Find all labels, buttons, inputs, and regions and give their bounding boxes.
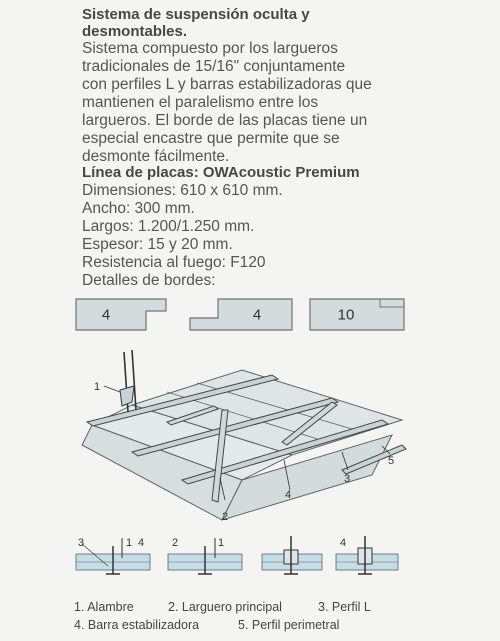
description-line: largueros. El borde de las placas tiene un (82, 112, 368, 129)
diagram-callout: 3 (344, 473, 351, 485)
connection-detail-2 (168, 537, 242, 574)
edge-label: 4 (252, 306, 262, 324)
edge-label: 10 (337, 306, 355, 324)
legend-item-stabilizer-bar: 4. Barra estabilizadora (74, 618, 200, 632)
edge-detail-3 (308, 296, 408, 336)
edge-detail-1 (74, 296, 170, 336)
detail-callout: 1 (126, 537, 133, 549)
spec-line: Resistencia al fuego: F120 (82, 254, 266, 271)
legend-item-wire: 1. Alambre (74, 600, 134, 614)
title-line: desmontables. (82, 23, 188, 40)
detail-callout: 1 (218, 537, 225, 549)
connection-detail-3 (262, 536, 322, 574)
description-line: tradicionales de 15/16" conjuntamente (82, 58, 346, 75)
connection-detail-4 (336, 536, 398, 574)
product-line-title: Línea de placas: OWAcoustic Premium (82, 164, 360, 181)
description-line: con perfiles L y barras estabilizadoras que (82, 76, 372, 93)
product-specs (82, 182, 482, 290)
spec-line: Espesor: 15 y 20 mm. (82, 236, 233, 253)
spec-line: Detalles de bordes: (82, 272, 216, 289)
spec-line: Dimensiones: 610 x 610 mm. (82, 182, 283, 199)
detail-callout: 3 (78, 537, 85, 549)
diagram-callout: 5 (388, 455, 395, 467)
description-line: especial encastre que permite que se (82, 130, 340, 147)
system-title (82, 6, 482, 40)
spec-line: Largos: 1.200/1.250 mm. (82, 218, 255, 235)
diagram-callout: 2 (222, 511, 229, 523)
detail-callout: 2 (172, 537, 179, 549)
description-line: desmonte fácilmente. (82, 148, 230, 165)
system-description (82, 40, 482, 166)
edge-profile-shape (308, 296, 408, 336)
detail-callout: 4 (138, 537, 145, 549)
edge-profile-shape (74, 296, 170, 336)
edge-label: 4 (101, 306, 111, 324)
diagram-callout: 1 (94, 381, 101, 393)
detail-callout: 4 (340, 537, 347, 549)
suspension-system-diagram (72, 350, 412, 530)
title-line: Sistema de suspensión oculta y (82, 6, 310, 23)
diagram-callout: 4 (285, 489, 292, 501)
spec-line: Ancho: 300 mm. (82, 200, 195, 217)
edge-profile-shape (188, 296, 296, 336)
edge-detail-2 (188, 296, 296, 336)
legend-item-perimeter-profile: 5. Perfil perimetral (238, 618, 340, 632)
legend-item-l-profile: 3. Perfil L (318, 600, 371, 614)
description-line: Sistema compuesto por los largueros (82, 40, 338, 57)
connection-details (72, 536, 402, 586)
connection-detail-1 (76, 537, 150, 574)
description-line: mantienen el paralelismo entre los (82, 94, 319, 111)
legend-item-main-runner: 2. Larguero principal (168, 600, 282, 614)
